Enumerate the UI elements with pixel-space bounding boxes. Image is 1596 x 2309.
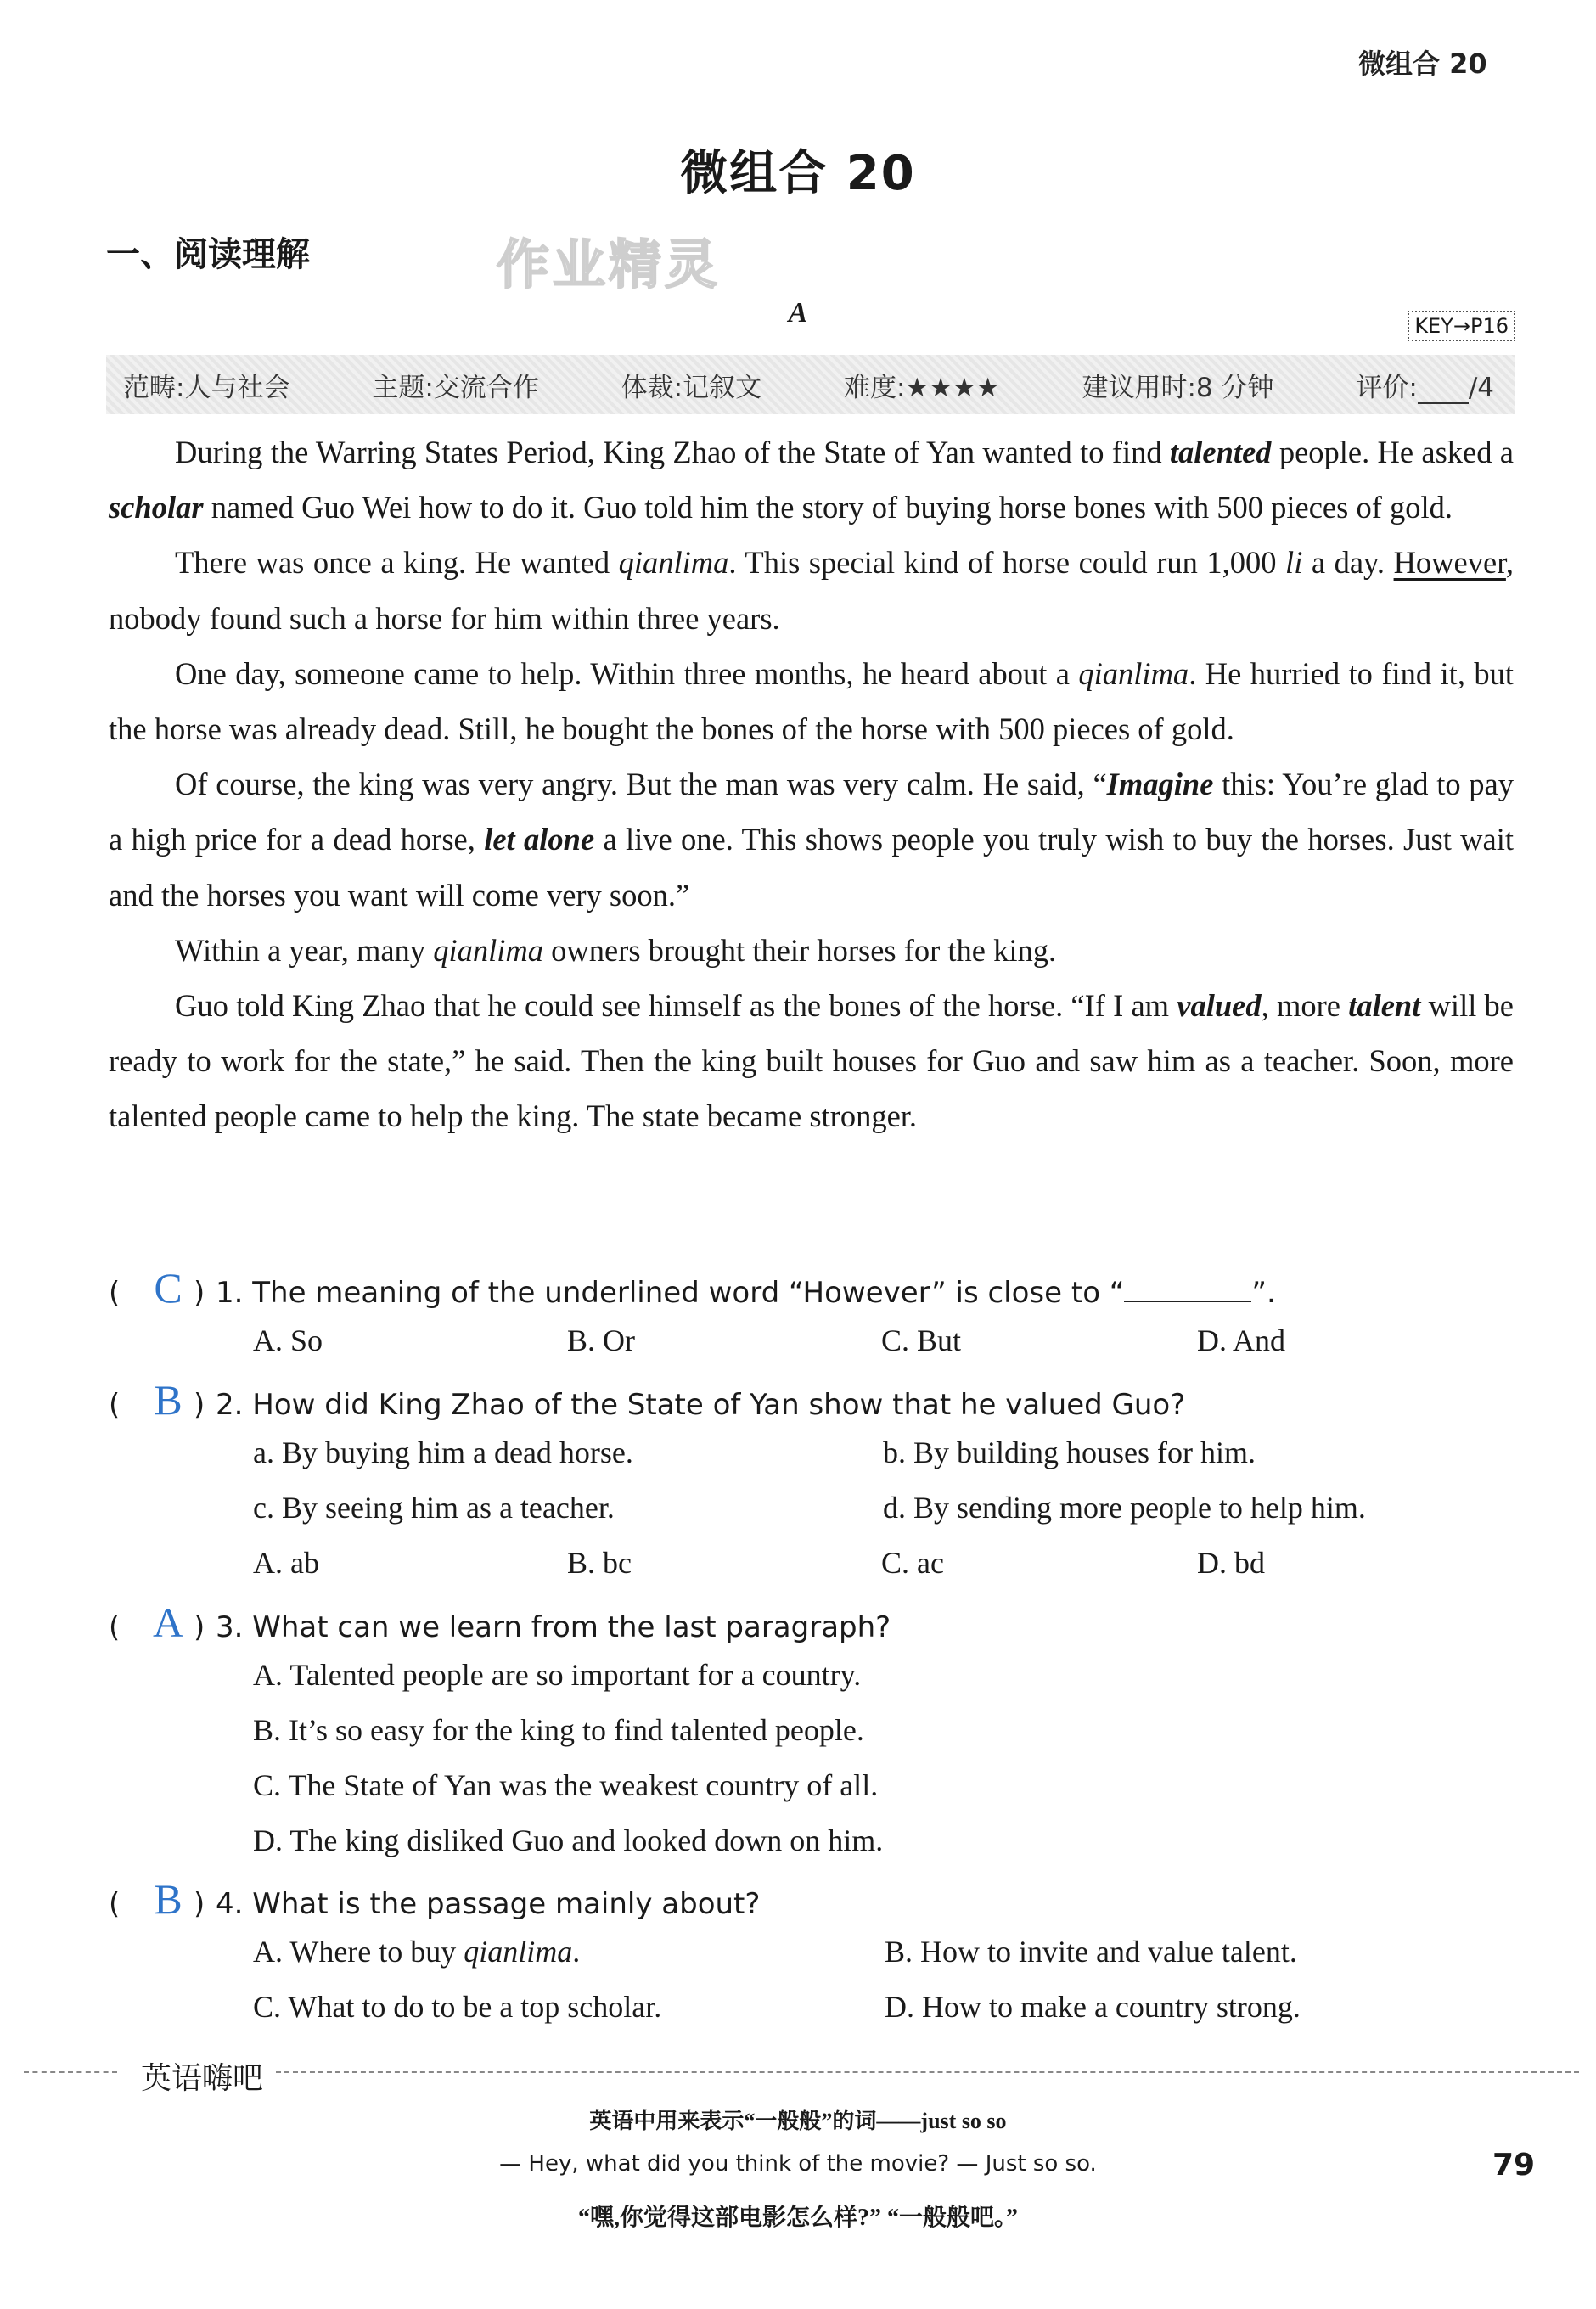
q3-option-d[interactable]: D. The king disliked Guo and looked down on him. — [253, 1823, 884, 1857]
meta-difficulty: 难度:★★★★ — [843, 372, 1000, 403]
paragraph-5: Within a year, many qianlima owners brought their horses for the king. — [175, 932, 1057, 968]
answer-mark-2[interactable]: B — [154, 1376, 183, 1424]
paragraph-6: Guo told King Zhao that he could see himself as the bones of the horse. “If I am valued, more talent will be ready to work for the state,” he said. Then the king built houses for Guo and saw him as a teacher. Soon, more talented people came to help the king. The state became stronger. — [109, 988, 1515, 1134]
footer-rule-right — [276, 2071, 1579, 2073]
q3-option-a[interactable]: A. Talented people are so important for a country. — [253, 1658, 862, 1692]
running-header: 微组合 20 — [1358, 48, 1487, 80]
answer-mark-1[interactable]: C — [154, 1264, 183, 1312]
meta-theme: 主题:交流合作 — [372, 372, 539, 403]
footer-tip-dialogue: — Hey, what did you think of the movie? — Just so so. — [499, 2151, 1097, 2177]
q2-option-b[interactable]: B. bc — [567, 1546, 632, 1580]
paragraph-4: Of course, the king was very angry. But the man was very calm. He said, “Imagine this: You’re glad to pay a high price for a dead horse, let alone a live one. This shows people you truly wish to buy the horses. Just wait and the horses you want will come very soon.” — [109, 767, 1515, 913]
q2-sub-d: d. By sending more people to help him. — [883, 1491, 1366, 1525]
meta-category: 范畴:人与社会 — [123, 372, 290, 403]
q3-option-c[interactable]: C. The State of Yan was the weakest country of all. — [253, 1768, 879, 1802]
paragraph-2: There was once a king. He wanted qianlima. This special kind of horse could run 1,000 li a day. However, nobody found such a horse for him within three years. — [109, 545, 1515, 636]
footer-tip-title: 英语中用来表示“一般般”的词——just so so — [589, 2109, 1007, 2133]
passage-letter: A — [788, 297, 808, 329]
footer-tip-translation: “嘿,你觉得这部电影怎么样?” “一般般吧。” — [577, 2205, 1018, 2231]
paragraph-1: During the Warring States Period, King Zhao of the State of Yan wanted to find talented people. He asked a scholar named Guo Wei how to do it. Guo told him the story of buying horse bones with 500 pieces of gold. — [109, 435, 1514, 525]
passage-meta-bar — [106, 355, 1515, 414]
meta-score: 评价: /4 — [1356, 372, 1494, 403]
q2-sub-c: c. By seeing him as a teacher. — [253, 1491, 615, 1525]
meta-genre: 体裁:记叙文 — [621, 372, 762, 403]
q2-sub-a: a. By buying him a dead horse. — [253, 1435, 633, 1469]
paragraph-3: One day, someone came to help. Within three months, he heard about a qianlima. He hurried to find it, but the horse was already dead. Still, he bought the bones of the horse with 500 pieces of gold. — [109, 655, 1515, 747]
page-title: 微组合 20 — [680, 146, 916, 201]
q4-option-d[interactable]: D. How to make a country strong. — [885, 1990, 1301, 2024]
page-number: 79 — [1492, 2148, 1536, 2183]
q1-option-c[interactable]: C. But — [881, 1323, 962, 1357]
q4-option-a[interactable]: A. Where to buy qianlima. — [253, 1935, 581, 1969]
footer-title: 英语嗨吧 — [134, 2054, 270, 2098]
meta-time: 建议用时:8 分钟 — [1082, 372, 1274, 403]
q4-option-c[interactable]: C. What to do to be a top scholar. — [253, 1990, 662, 2024]
question-3: ( A ) 3. What can we learn from the last paragraph? — [109, 1598, 891, 1646]
answer-key-reference: KEY→P16 — [1408, 311, 1515, 341]
section-heading: 一、阅读理解 — [106, 235, 310, 274]
q2-option-c[interactable]: C. ac — [881, 1546, 944, 1580]
question-2: ( B ) 2. How did King Zhao of the State of Yan show that he valued Guo? — [109, 1376, 1186, 1424]
answer-mark-3[interactable]: A — [152, 1598, 184, 1646]
fill-blank[interactable] — [1124, 1277, 1251, 1302]
q1-option-d[interactable]: D. And — [1197, 1323, 1286, 1357]
answer-mark-4[interactable]: B — [154, 1875, 183, 1923]
footer-rule-left — [24, 2071, 117, 2073]
q1-option-b[interactable]: B. Or — [567, 1323, 635, 1357]
q2-option-a[interactable]: A. ab — [253, 1546, 319, 1580]
watermark: 作业精灵 — [497, 233, 722, 295]
question-1: ( C ) 1. The meaning of the underlined word “However” is close to “ ”. — [109, 1264, 1276, 1312]
q2-option-d[interactable]: D. bd — [1197, 1546, 1265, 1580]
question-4: ( B ) 4. What is the passage mainly about? — [109, 1875, 761, 1923]
underlined-word-however: However — [1393, 545, 1506, 581]
q4-option-b[interactable]: B. How to invite and value talent. — [885, 1935, 1297, 1969]
reading-passage — [109, 424, 1514, 1144]
q1-option-a[interactable]: A. So — [253, 1323, 323, 1357]
q2-sub-b: b. By building houses for him. — [883, 1435, 1256, 1469]
score-blank[interactable] — [1418, 380, 1469, 404]
q3-option-b[interactable]: B. It’s so easy for the king to find talented people. — [253, 1713, 864, 1747]
